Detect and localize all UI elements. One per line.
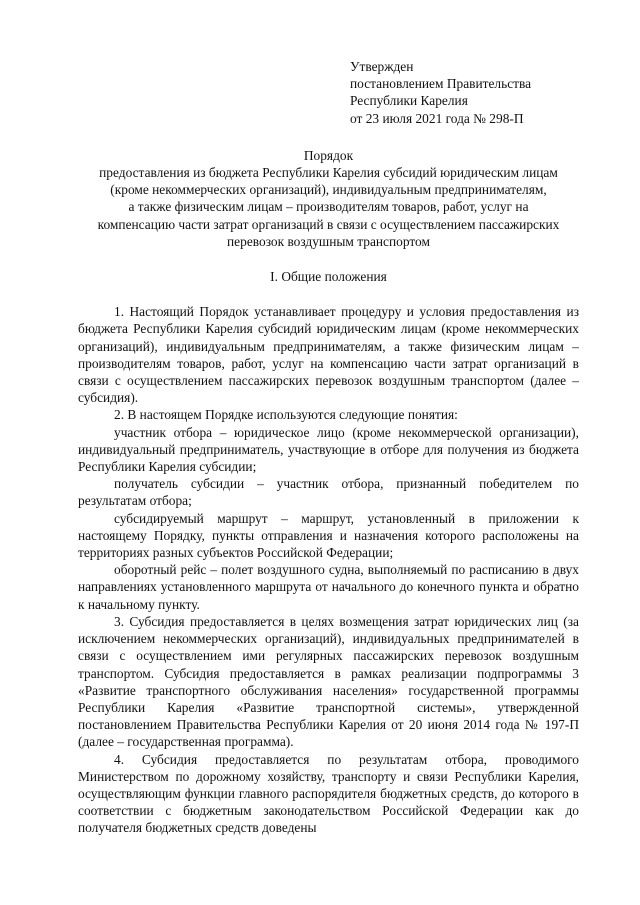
title-line: а также физическим лицам – производителям товаров, работ, услуг на [128, 199, 529, 215]
approval-line: постановлением Правительства [350, 76, 532, 92]
section-heading: I. Общие положения [270, 269, 387, 285]
paragraph-2: 2. В настоящем Порядке используются следующие понятия: [114, 407, 458, 423]
definition-route: субсидируемый маршрут – маршрут, установленный в приложении к настоящему Порядку, пункты отправления и назначения которого расположены на территориях разных субъектов Российской Федерации; [78, 510, 579, 561]
title-line: компенсацию части затрат организаций в связи с осуществлением пассажирских [97, 216, 560, 232]
title-line: перевозок воздушным транспортом [227, 233, 430, 249]
approval-line: от 23 июля 2021 года № 298-П [350, 110, 524, 126]
document-body [78, 303, 579, 836]
title-line: предоставления из бюджета Республики Карелия субсидий юридическим лицам [99, 165, 558, 181]
title-line: (кроме некоммерческих организаций), индивидуальным предпринимателям, [110, 182, 547, 198]
paragraph-3: 3. Субсидия предоставляется в целях возмещения затрат юридических лиц (за исключением некоммерческих организаций), индивидуальных предпринимателей в связи с осуществлением ими регулярных пассажирских перевозок воздушным транспортом. Субсидия предоставляется в рамках реализации подпрограммы 3 «Развитие транспортного обслуживания населения» государственной программы Республики Карелия «Развитие транспортной системы», утвержденной постановлением Правительства Республики Карелия от 20 июня 2014 года № 197-П (далее – государственная программа). [78, 613, 579, 750]
paragraph-1: 1. Настоящий Порядок устанавливает процедуру и условия предоставления из бюджета Республики Карелия субсидий юридическим лицам (кроме некоммерческих организаций), индивидуальным предпринимателям, а также физическим лицам – производителям товаров, работ, услуг на компенсацию части затрат организаций в связи с осуществлением пассажирских перевозок воздушным транспортом (далее – субсидия). [78, 304, 579, 406]
title-heading: Порядок [303, 147, 354, 163]
definition-participant: участник отбора – юридическое лицо (кроме некоммерческой организации), индивидуальный предприниматель, участвующие в отборе для получения из бюджета Республики Карелия субсидии; [78, 424, 579, 475]
approval-line: Утвержден [350, 59, 414, 74]
paragraph-4: 4. Субсидия предоставляется по результатам отбора, проводимого Министерством по дорожному хозяйству, транспорту и связи Республики Карелия, осуществляющим функции главного распорядителя бюджетных средств, до которого в соответствии с бюджетным законодательством Российской Федерации как до получателя бюджетных средств доведены [78, 751, 579, 836]
approval-block [350, 58, 579, 127]
definition-recipient: получатель субсидии – участник отбора, признанный победителем по результатам отбора; [78, 476, 579, 509]
document-title [78, 147, 579, 250]
approval-line: Республики Карелия [350, 93, 468, 109]
definition-round-trip: оборотный рейс – полет воздушного судна, выполняемый по расписанию в двух направлениях установленного маршрута от начального до конечного пункта и обратно к начальному пункту. [78, 562, 579, 612]
